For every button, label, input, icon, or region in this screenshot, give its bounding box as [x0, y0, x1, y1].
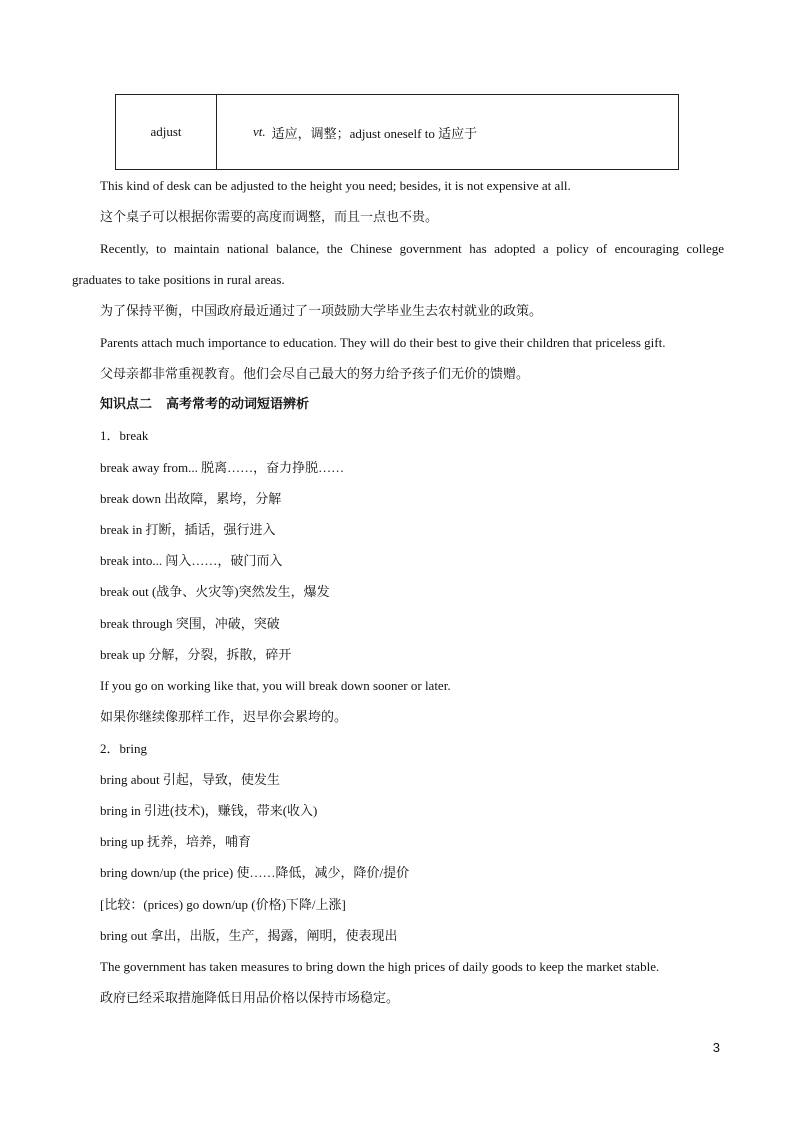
break-example-en: If you go on working like that, you will break down sooner or later. [100, 678, 451, 693]
section-heading [100, 397, 309, 413]
phrase-bring-in: bring in 引进(技术)，赚钱，带来(收入) [100, 803, 318, 818]
phrase-break-out: break out (战争、火灾等)突然发生，爆发 [100, 584, 330, 599]
vocab-table [115, 94, 679, 170]
bring-example-en: The government has taken measures to bring down the high prices of daily goods to keep the market stable. [100, 959, 660, 974]
phrase-break-in: break in 打断，插话，强行进入 [100, 522, 276, 537]
phrase-break-up: break up 分解，分裂，拆散，碎开 [100, 647, 292, 662]
example-parents-zh: 父母亲都非常重视教育。他们会尽自己最大的努力给予孩子们无价的馈赠。 [100, 366, 530, 381]
phrase-break-through: break through 突围，冲破，突破 [100, 616, 280, 631]
vocab-definition-text: 适应，调整；adjust oneself to 适应于 [271, 125, 478, 141]
example-government-en-line2: graduates to take positions in rural areas. [72, 272, 285, 287]
example-desk-en: This kind of desk can be adjusted to the height you need; besides, it is not expensive at all. [100, 178, 571, 193]
phrase-break-down: break down 出故障，累垮，分解 [100, 491, 282, 506]
phrase-bring-up: bring up 抚养，培养，哺育 [100, 834, 251, 849]
bring-compare-note: [比较：(prices) go down/up (价格)下降/上涨] [100, 897, 346, 912]
example-government-en-line1: Recently, to maintain national balance, the Chinese government has adopted a policy of encouraging college [100, 241, 724, 256]
phrase-bring-down-up: bring down/up (the price) 使……降低，减少，降价/提价 [100, 865, 410, 880]
phrase-break-into: break into... 闯入……，破门而入 [100, 553, 283, 568]
section-heading-label: 知识点二 [100, 397, 153, 412]
phrase-break-away: break away from... 脱离……，奋力挣脱…… [100, 460, 345, 475]
example-government-zh: 为了保持平衡，中国政府最近通过了一项鼓励大学毕业生去农村就业的政策。 [100, 303, 543, 318]
phrase-bring-out: bring out 拿出，出版，生产，揭露，阐明，使表现出 [100, 928, 398, 943]
break-example-zh: 如果你继续像那样工作，迟早你会累垮的。 [100, 709, 348, 724]
bring-title: 2．bring [100, 741, 147, 756]
vocab-word: adjust [116, 95, 217, 169]
break-title: 1．break [100, 428, 149, 443]
page-number: 3 [712, 1040, 720, 1055]
example-parents-en: Parents attach much importance to education. They will do their best to give their children that priceless gift. [100, 335, 666, 350]
vocab-definition [217, 95, 678, 169]
bring-example-zh: 政府已经采取措施降低日用品价格以保持市场稳定。 [100, 990, 400, 1005]
phrase-bring-about: bring about 引起，导致，使发生 [100, 772, 280, 787]
example-desk-zh: 这个桌子可以根据你需要的高度而调整，而且一点也不贵。 [100, 209, 439, 224]
section-heading-title: 高考常考的动词短语辨析 [166, 397, 310, 412]
vocab-pos: vt. [253, 124, 266, 139]
